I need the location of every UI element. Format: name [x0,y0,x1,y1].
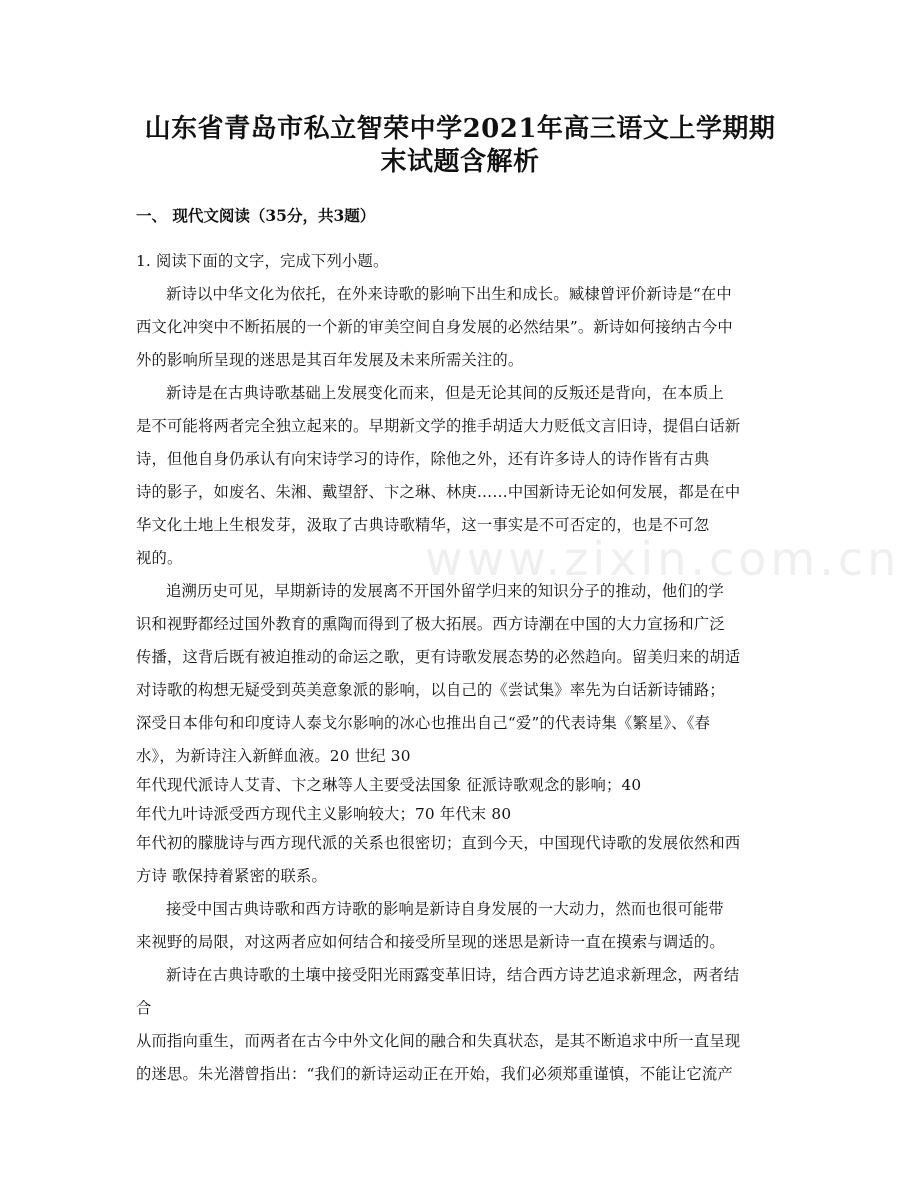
text-line: 接受中国古典诗歌和西方诗歌的影响是新诗自身发展的一大动力，然而也很可能带 [166,900,724,918]
section-heading: 一、 现代文阅读（35分，共3题） [136,206,376,225]
watermark: www.zixin.com.cn [425,532,901,586]
text-line: 年代九叶诗派受西方现代主义影响较大；70 年代末 80 [136,805,512,823]
text-line: 外的影响所呈现的迷思是其百年发展及未来所需关注的。 [136,351,524,369]
text-line: 水》，为新诗注入新鲜血液。20 世纪 30 [136,747,411,765]
text-line: 年代初的朦胧诗与西方现代派的关系也很密切；直到今天，中国现代诗歌的发展依然和西 [136,834,741,852]
text-line: 识和视野都经过国外教育的熏陶而得到了极大拓展。西方诗潮在中国的大力宣扬和广泛 [136,615,725,633]
text-line: 视的。 [136,549,183,567]
text-line: 的迷思。朱光潜曾指出：“我们的新诗运动正在开始，我们必须郑重谨慎，不能让它流产 [136,1065,733,1083]
text-line: 诗，但他自身仍承认有向宋诗学习的诗作，除他之外，还有许多诗人的诗作皆有古典 [136,450,710,468]
text-line: 追溯历史可见，早期新诗的发展离不开国外留学归来的知识分子的推动，他们的学 [166,582,724,600]
text-line: 合 [136,999,152,1017]
text-line: 来视野的局限，对这两者应如何结合和接受所呈现的迷思是新诗一直在摸索与调适的。 [136,933,725,951]
text-line: 深受日本俳句和印度诗人泰戈尔影响的冰心也推出自己“爱”的代表诗集《繁星》、《春 [136,714,711,732]
text-line: 新诗是在古典诗歌基础上发展变化而来，但是无论其间的反叛还是背向，在本质上 [166,384,724,402]
text-line: 西文化冲突中不断拓展的一个新的审美空间自身发展的必然结果”。新诗如何接纳古今中 [136,318,733,336]
text-line: 传播，这背后既有被迫推动的命运之歌，更有诗歌发展态势的必然趋向。留美归来的胡适 [136,648,741,666]
document-title-line-1: 山东省青岛市私立智荣中学2021年高三语文上学期期 [144,114,776,144]
text-line: 华文化土地上生根发芽，汲取了古典诗歌精华，这一事实是不可否定的，也是不可忽 [136,516,710,534]
text-line: 诗的影子，如废名、朱湘、戴望舒、卞之琳、林庚……中国新诗无论如何发展，都是在中 [136,483,741,501]
question-prompt: 1. 阅读下面的文字，完成下列小题。 [136,252,389,270]
text-line: 从而指向重生，而两者在古今中外文化间的融合和失真状态，是其不断追求中所一直呈现 [136,1032,741,1050]
document-body [136,248,796,1094]
text-line: 新诗在古典诗歌的土壤中接受阳光雨露变革旧诗，结合西方诗艺追求新理念，两者结 [166,966,740,984]
text-line: 年代现代派诗人艾青、卞之琳等人主要受法国象 征派诗歌观念的影响；40 [136,776,642,794]
document-title-line-2: 末试题含解析 [380,147,540,177]
text-line: 方诗 歌保持着紧密的联系。 [136,867,328,885]
text-line: 新诗以中华文化为依托，在外来诗歌的影响下出生和成长。臧棣曾评价新诗是“在中 [166,285,732,303]
text-line: 对诗歌的构想无疑受到英美意象派的影响，以自己的《尝试集》率先为白话新诗铺路； [136,681,725,699]
text-line: 是不可能将两者完全独立起来的。早期新文学的推手胡适大力贬低文言旧诗，提倡白话新 [136,417,741,435]
